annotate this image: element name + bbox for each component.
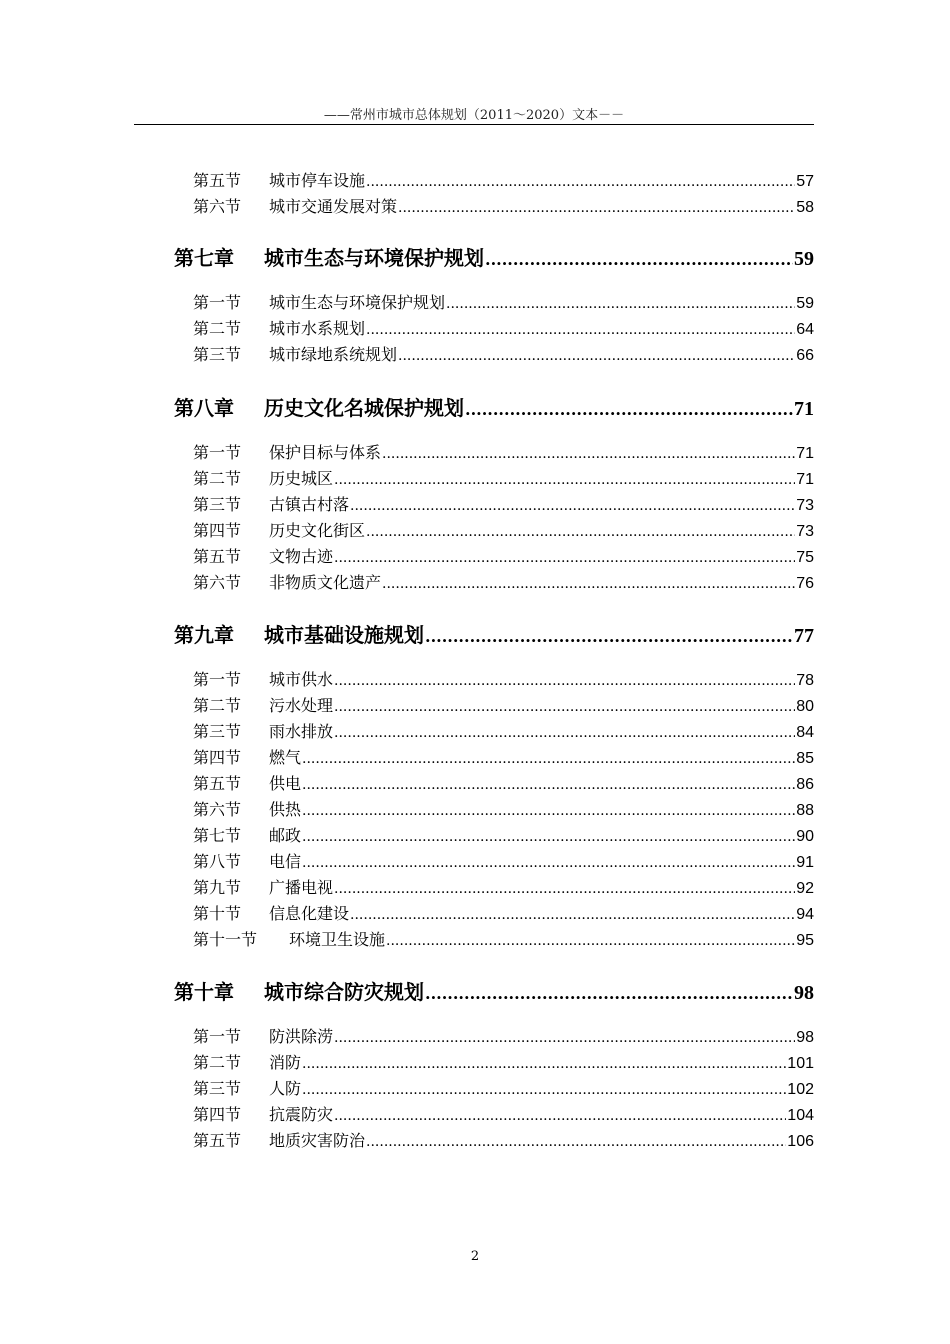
toc-section-entry[interactable] bbox=[193, 667, 814, 689]
toc-entry-title: 抗震防灾 bbox=[269, 1105, 334, 1124]
toc-dot-leader bbox=[382, 573, 795, 592]
toc-entry-page: 102 bbox=[787, 1081, 814, 1098]
toc-entry-title: 邮政 bbox=[269, 826, 302, 845]
toc-chapter-entry[interactable] bbox=[174, 619, 814, 647]
toc-entry-page: 98 bbox=[794, 982, 814, 1004]
toc-section-entry[interactable] bbox=[193, 823, 814, 845]
toc-entry-label: 第五节 bbox=[193, 171, 242, 190]
toc-section-entry[interactable] bbox=[193, 342, 814, 364]
toc-entry-page: 73 bbox=[796, 523, 814, 540]
toc-entry-title: 供热 bbox=[269, 800, 302, 819]
toc-entry-label: 第二节 bbox=[193, 1053, 242, 1072]
toc-section-entry[interactable] bbox=[193, 901, 814, 923]
toc-section-entry[interactable] bbox=[193, 797, 814, 819]
toc-entry-title: 环境卫生设施 bbox=[289, 930, 386, 949]
toc-entry-page: 78 bbox=[796, 672, 814, 689]
toc-entry-page: 80 bbox=[796, 698, 814, 715]
toc-entry-label: 第一节 bbox=[193, 443, 242, 462]
toc-entry-label: 第六节 bbox=[193, 573, 242, 592]
toc-section-entry[interactable] bbox=[193, 1128, 814, 1150]
toc-dot-leader bbox=[334, 469, 795, 488]
toc-dot-leader bbox=[302, 748, 795, 767]
toc-entry-page: 71 bbox=[796, 471, 814, 488]
toc-section-entry[interactable] bbox=[193, 927, 814, 949]
toc-entry-title: 城市生态与环境保护规划 bbox=[269, 293, 446, 312]
toc-dot-leader bbox=[350, 495, 795, 514]
toc-dot-leader bbox=[350, 904, 795, 923]
toc-entry-page: 76 bbox=[796, 575, 814, 592]
header-title: ——常州市城市总体规划（2011～2020）文本－－ bbox=[323, 108, 625, 123]
toc-entry-title: 地质灾害防治 bbox=[269, 1131, 366, 1150]
toc-dot-leader bbox=[382, 443, 795, 462]
toc-dot-leader bbox=[366, 319, 795, 338]
toc-section-entry[interactable] bbox=[193, 544, 814, 566]
toc-entry-title: 保护目标与体系 bbox=[269, 443, 382, 462]
toc-chapter-entry[interactable] bbox=[174, 976, 814, 1004]
toc-entry-label: 第八章 bbox=[174, 396, 234, 420]
toc-chapter-entry[interactable] bbox=[174, 242, 814, 270]
toc-entry-page: 88 bbox=[796, 802, 814, 819]
toc-entry-title: 城市交通发展对策 bbox=[269, 197, 398, 216]
toc-dot-leader bbox=[386, 930, 795, 949]
toc-entry-page: 77 bbox=[794, 625, 814, 647]
toc-entry-label: 第五节 bbox=[193, 1131, 242, 1150]
toc-entry-title: 城市供水 bbox=[269, 670, 334, 689]
toc-dot-leader bbox=[302, 826, 795, 845]
toc-dot-leader bbox=[302, 1079, 786, 1098]
toc-entry-page: 101 bbox=[787, 1055, 814, 1072]
toc-entry-title: 燃气 bbox=[269, 748, 302, 767]
toc-entry-title: 古镇古村落 bbox=[269, 495, 350, 514]
toc-section-entry[interactable] bbox=[193, 849, 814, 871]
toc-section-entry[interactable] bbox=[193, 194, 814, 216]
toc-section-entry[interactable] bbox=[193, 440, 814, 462]
toc-dot-leader bbox=[366, 1131, 786, 1150]
toc-entry-label: 第八节 bbox=[193, 852, 242, 871]
toc-section-entry[interactable] bbox=[193, 1050, 814, 1072]
toc-entry-page: 92 bbox=[796, 880, 814, 897]
toc-section-entry[interactable] bbox=[193, 570, 814, 592]
toc-entry-label: 第二节 bbox=[193, 319, 242, 338]
toc-entry-title: 人防 bbox=[269, 1079, 302, 1098]
toc-dot-leader bbox=[334, 722, 795, 741]
toc-entry-label: 第十节 bbox=[193, 904, 242, 923]
page-number: 2 bbox=[470, 1249, 480, 1264]
toc-entry-title: 污水处理 bbox=[269, 696, 334, 715]
toc-entry-page: 94 bbox=[796, 906, 814, 923]
toc-entry-label: 第一节 bbox=[193, 1027, 242, 1046]
toc-entry-page: 106 bbox=[787, 1133, 814, 1150]
toc-dot-leader bbox=[302, 1053, 786, 1072]
toc-dot-leader bbox=[302, 774, 795, 793]
toc-entry-label: 第九节 bbox=[193, 878, 242, 897]
toc-entry-label: 第九章 bbox=[174, 623, 234, 647]
toc-section-entry[interactable] bbox=[193, 466, 814, 488]
toc-dot-leader bbox=[334, 1027, 795, 1046]
toc-section-entry[interactable] bbox=[193, 492, 814, 514]
toc-chapter-entry[interactable] bbox=[174, 392, 814, 420]
toc-entry-page: 84 bbox=[796, 724, 814, 741]
toc-dot-leader bbox=[366, 171, 795, 190]
toc-entry-label: 第二节 bbox=[193, 696, 242, 715]
toc-entry-label: 第三节 bbox=[193, 1079, 242, 1098]
toc-entry-title: 城市基础设施规划 bbox=[264, 623, 424, 647]
toc-entry-label: 第十一节 bbox=[193, 930, 258, 949]
toc-entry-page: 90 bbox=[796, 828, 814, 845]
toc-entry-page: 98 bbox=[796, 1029, 814, 1046]
toc-entry-title: 信息化建设 bbox=[269, 904, 350, 923]
toc-entry-label: 第五节 bbox=[193, 547, 242, 566]
toc-entry-label: 第十章 bbox=[174, 980, 234, 1004]
toc-section-entry[interactable] bbox=[193, 290, 814, 312]
toc-entry-title: 城市绿地系统规划 bbox=[269, 345, 398, 364]
toc-entry-page: 75 bbox=[796, 549, 814, 566]
toc-entry-label: 第二节 bbox=[193, 469, 242, 488]
toc-entry-page: 85 bbox=[796, 750, 814, 767]
toc-section-entry[interactable] bbox=[193, 771, 814, 793]
toc-entry-title: 历史文化名城保护规划 bbox=[264, 396, 464, 420]
header-rule bbox=[134, 124, 814, 125]
toc-entry-page: 57 bbox=[796, 173, 814, 190]
toc-entry-label: 第四节 bbox=[193, 521, 242, 540]
toc-section-entry[interactable] bbox=[193, 1076, 814, 1098]
toc-entry-page: 59 bbox=[794, 248, 814, 270]
toc-entry-title: 文物古迹 bbox=[269, 547, 334, 566]
toc-entry-label: 第四节 bbox=[193, 748, 242, 767]
toc-entry-title: 历史文化街区 bbox=[269, 521, 366, 540]
toc-entry-title: 雨水排放 bbox=[269, 722, 334, 741]
toc-section-entry[interactable] bbox=[193, 693, 814, 715]
toc-entry-label: 第七节 bbox=[193, 826, 242, 845]
toc-entry-page: 95 bbox=[796, 932, 814, 949]
toc-entry-title: 城市生态与环境保护规划 bbox=[264, 246, 484, 270]
toc-section-entry[interactable] bbox=[193, 518, 814, 540]
toc-entry-label: 第五节 bbox=[193, 774, 242, 793]
toc-entry-page: 58 bbox=[796, 199, 814, 216]
toc-entry-label: 第一节 bbox=[193, 670, 242, 689]
toc-entry-title: 消防 bbox=[269, 1053, 302, 1072]
toc-entry-label: 第六节 bbox=[193, 197, 242, 216]
toc-entry-title: 城市停车设施 bbox=[269, 171, 366, 190]
toc-dot-leader bbox=[334, 547, 795, 566]
toc-entry-title: 供电 bbox=[269, 774, 302, 793]
toc-entry-page: 91 bbox=[796, 854, 814, 871]
toc-entry-title: 城市水系规划 bbox=[269, 319, 366, 338]
toc-dot-leader bbox=[302, 852, 795, 871]
toc-dot-leader bbox=[366, 521, 795, 540]
toc-section-entry[interactable] bbox=[193, 875, 814, 897]
toc-dot-leader bbox=[334, 878, 795, 897]
toc-entry-label: 第七章 bbox=[174, 246, 234, 270]
toc-entry-title: 电信 bbox=[269, 852, 302, 871]
toc-entry-title: 城市综合防灾规划 bbox=[264, 980, 424, 1004]
toc-dot-leader bbox=[425, 623, 793, 647]
toc-entry-title: 防洪除涝 bbox=[269, 1027, 334, 1046]
toc-dot-leader bbox=[334, 696, 795, 715]
toc-entry-page: 71 bbox=[796, 445, 814, 462]
toc-entry-page: 73 bbox=[796, 497, 814, 514]
toc-entry-page: 104 bbox=[787, 1107, 814, 1124]
toc-dot-leader bbox=[302, 800, 795, 819]
toc-entry-title: 非物质文化遗产 bbox=[269, 573, 382, 592]
toc-entry-page: 71 bbox=[794, 398, 814, 420]
toc-entry-title: 广播电视 bbox=[269, 878, 334, 897]
toc-dot-leader bbox=[334, 670, 795, 689]
toc-entry-page: 66 bbox=[796, 347, 814, 364]
toc-entry-label: 第六节 bbox=[193, 800, 242, 819]
toc-section-entry[interactable] bbox=[193, 316, 814, 338]
toc-entry-label: 第三节 bbox=[193, 495, 242, 514]
toc-entry-page: 86 bbox=[796, 776, 814, 793]
toc-section-entry[interactable] bbox=[193, 719, 814, 741]
toc-dot-leader bbox=[334, 1105, 786, 1124]
toc-dot-leader bbox=[446, 293, 795, 312]
toc-section-entry[interactable] bbox=[193, 1024, 814, 1046]
toc-entry-label: 第三节 bbox=[193, 345, 242, 364]
toc-dot-leader bbox=[465, 396, 793, 420]
toc-entry-title: 历史城区 bbox=[269, 469, 334, 488]
toc-section-entry[interactable] bbox=[193, 1102, 814, 1124]
toc-section-entry[interactable] bbox=[193, 745, 814, 767]
toc-entry-label: 第三节 bbox=[193, 722, 242, 741]
toc-section-entry[interactable] bbox=[193, 168, 814, 190]
toc-entry-label: 第四节 bbox=[193, 1105, 242, 1124]
toc-dot-leader bbox=[425, 980, 793, 1004]
toc-entry-label: 第一节 bbox=[193, 293, 242, 312]
toc-dot-leader bbox=[485, 246, 793, 270]
toc-dot-leader bbox=[398, 197, 795, 216]
toc-entry-page: 64 bbox=[796, 321, 814, 338]
toc-dot-leader bbox=[398, 345, 795, 364]
toc-entry-page: 59 bbox=[796, 295, 814, 312]
